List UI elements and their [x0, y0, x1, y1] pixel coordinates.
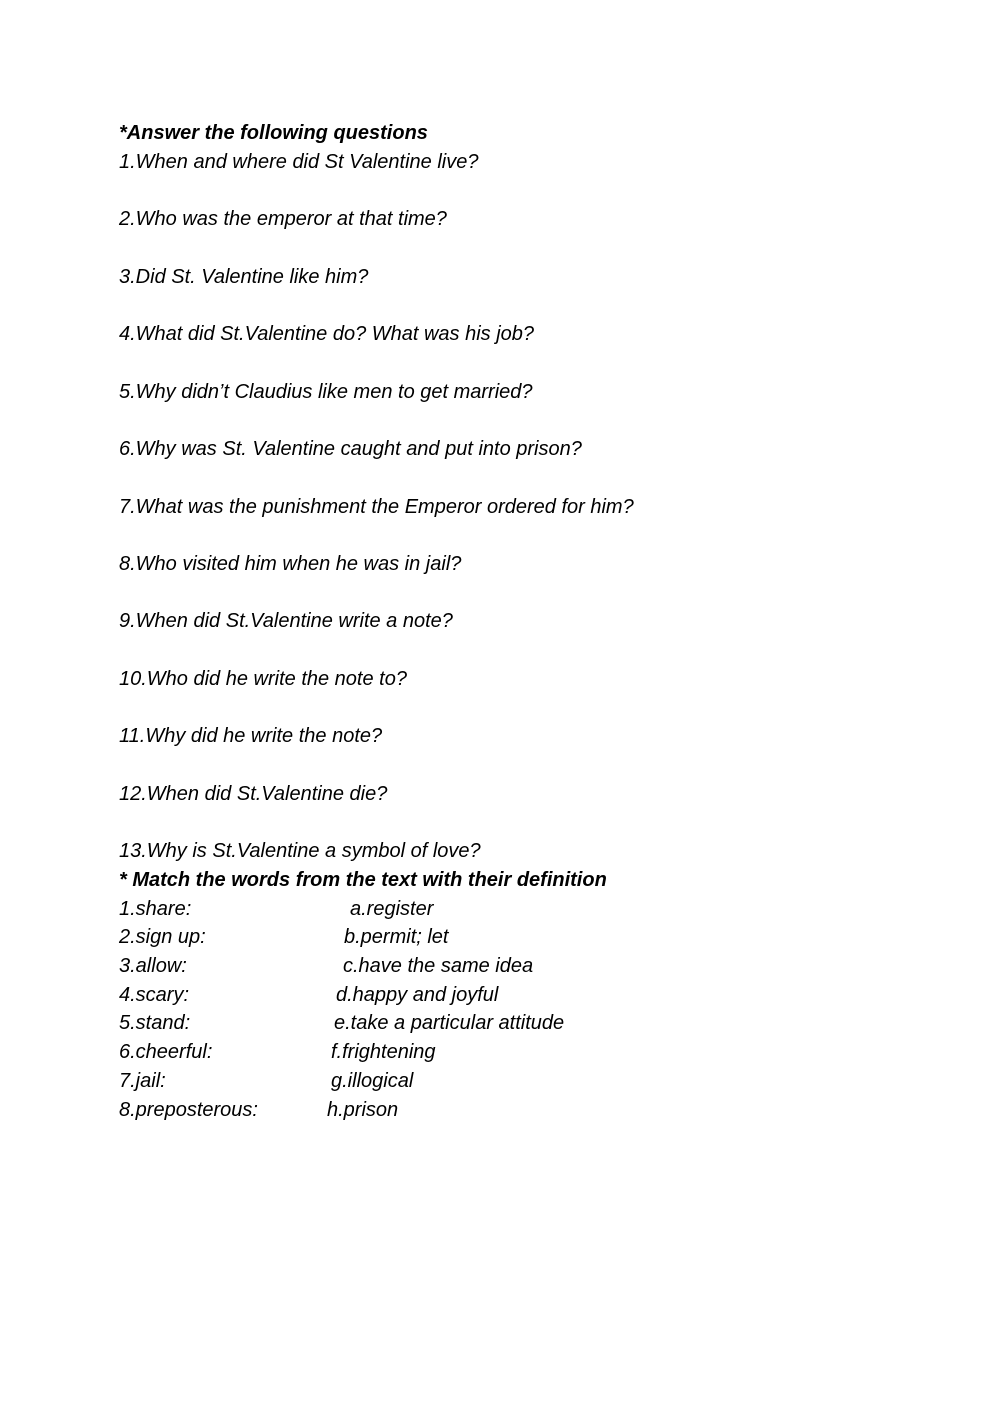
match-word: 1.share: [119, 898, 192, 920]
match-definition: h.prison [327, 1099, 399, 1121]
match-word: 6.cheerful: [119, 1041, 213, 1063]
match-word: 3.allow: [119, 955, 187, 977]
question-item: 5.Why didn’t Claudius like men to get married? [119, 381, 533, 403]
match-word: 5.stand: [119, 1012, 191, 1034]
question-item: 3.Did St. Valentine like him? [119, 266, 369, 288]
matching-heading: * Match the words from the text with their definition [119, 869, 607, 891]
questions-heading: *Answer the following questions [119, 122, 428, 144]
match-word: 8.preposterous: [119, 1099, 258, 1121]
match-word: 7.jail: [119, 1070, 166, 1092]
question-item: 9.When did St.Valentine write a note? [119, 610, 453, 632]
question-item: 12.When did St.Valentine die? [119, 783, 388, 805]
match-word: 2.sign up: [119, 926, 206, 948]
question-item: 10.Who did he write the note to? [119, 668, 407, 690]
question-item: 6.Why was St. Valentine caught and put into prison? [119, 438, 582, 460]
match-definition: b.permit; let [344, 926, 449, 948]
question-item: 4.What did St.Valentine do? What was his job? [119, 323, 535, 345]
match-definition: f.frightening [331, 1041, 436, 1063]
question-item: 8.Who visited him when he was in jail? [119, 553, 462, 575]
question-item: 7.What was the punishment the Emperor ordered for him? [119, 496, 634, 518]
match-definition: c.have the same idea [343, 955, 534, 977]
question-item: 13.Why is St.Valentine a symbol of love? [119, 840, 481, 862]
match-definition: e.take a particular attitude [334, 1012, 565, 1034]
match-definition: a.register [350, 898, 434, 920]
match-definition: d.happy and joyful [336, 984, 499, 1006]
question-item: 1.When and where did St Valentine live? [119, 151, 479, 173]
question-item: 11.Why did he write the note? [119, 725, 383, 747]
question-item: 2.Who was the emperor at that time? [119, 208, 447, 230]
match-definition: g.illogical [331, 1070, 414, 1092]
match-word: 4.scary: [119, 984, 190, 1006]
